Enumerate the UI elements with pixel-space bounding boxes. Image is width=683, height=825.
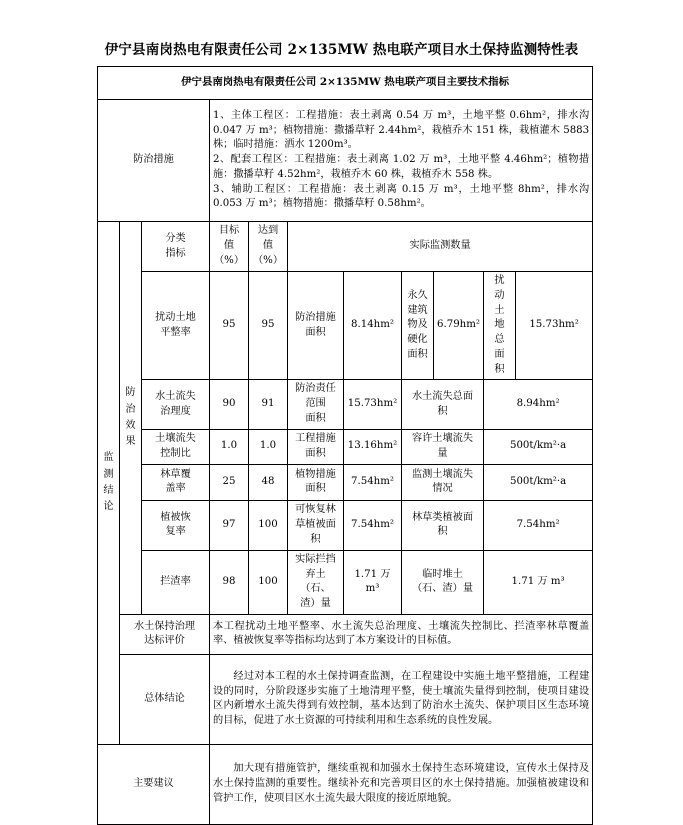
target-value: 97 [210, 500, 249, 550]
target-value: 90 [210, 380, 249, 429]
indicator-name: 扰动土地 平整率 [142, 272, 210, 380]
target-value: 25 [210, 464, 249, 500]
actual-header: 实际监测数量 [288, 222, 593, 272]
achieved-value: 48 [249, 464, 288, 500]
metric-value: 7.54hm² [344, 464, 402, 500]
metric-value: 13.16hm² [344, 429, 402, 464]
monitoring-conclusion-label: 监 测 结 论 [98, 222, 120, 745]
prevention-effect-label: 防 治 效 果 [120, 222, 142, 615]
metric-label: 防治责任 范围 面积 [288, 380, 344, 429]
metric-label: 水土流失总面 积 [402, 380, 484, 429]
document-title: 伊宁县南岗热电有限责任公司 2×135MW 热电联产项目水土保持监测特性表 [104, 42, 579, 58]
table-title: 伊宁县南岗热电有限责任公司 2×135MW 热电联产项目主要技术指标 [98, 67, 593, 100]
metric-label: 林草类植被面 积 [402, 500, 484, 550]
table-row [98, 272, 593, 380]
evaluation-label: 水土保持治理 达标评价 [120, 614, 210, 654]
metric-label: 扰 动 土 地 总 面 积 [484, 272, 516, 380]
metric-label: 实际拦挡 弃土（石、 渣）量 [288, 550, 344, 614]
metric-label: 容许土壤流失 量 [402, 429, 484, 464]
achieved-value: 95 [249, 272, 288, 380]
conclusion-text: 经过对本工程的水土保持调查监测，在工程建设中实施土地平整措施，工程建设的同时，分阶段逐步实施了土地清理平整，使土壤流失量得到控制，使项目建设区内新增水土流失得到有效控制，基本达到了防治水土流失、保护项目区生态环境的目标，促进了水土资源的可持续利用和生态系统的良性发展。 [210, 654, 593, 744]
metric-value: 500t/km²·a [484, 464, 593, 500]
suggestions-text: 加大现有措施管护，继续重视和加强水土保持生态环境建设，宣传水土保持及水土保持监测的重要性。继续补充和完善项目区的水土保持措施。加强植被建设和管护工作，使项目区水土流失最大限度的接近原地貌。 [210, 744, 593, 824]
achieved-value: 100 [249, 550, 288, 614]
metric-label: 监测土壤流失 情况 [402, 464, 484, 500]
evaluation-text: 本工程扰动土地平整率、水土流失总治理度、土壤流失控制比、拦渣率林草覆盖率、植被恢复率等指标均达到了本方案设计的目标值。 [210, 614, 593, 654]
metric-value: 500t/km²·a [484, 429, 593, 464]
measures-text: 1、主体工程区：工程措施：表土剥离 0.54 万 m³，土地平整 0.6hm²，排水沟 0.047 万 m³；植物措施：撒播草籽 2.44hm²，栽植乔木 151 株，栽植灌木 5883 株；临时措施：洒水 1200m³。 2、配套工程区：工程措施：表土剥离 1.02 万 m³，土地平整 4.46hm²；植物措施：撒播草籽 4.52hm²，栽植乔木 60 株，栽植乔木 558 株。 3、辅助工程区：工程措施：表土剥离 0.15 万 m³，土地平整 8hm²，排水沟 0.053 万 m³；植物措施：撒播草籽 0.58hm²。 [210, 100, 593, 222]
achieved-header: 达到 值 （%） [249, 222, 288, 272]
achieved-value: 91 [249, 380, 288, 429]
table-row [98, 464, 593, 500]
table-row [98, 429, 593, 464]
category-header: 分类 指标 [142, 222, 210, 272]
achieved-value: 100 [249, 500, 288, 550]
metric-label: 可恢复林 草植被面 积 [288, 500, 344, 550]
conclusion-label: 总体结论 [120, 654, 210, 744]
indicator-name: 植被恢 复率 [142, 500, 210, 550]
indicator-name: 林草覆 盖率 [142, 464, 210, 500]
metric-value: 15.73hm² [344, 380, 402, 429]
metric-value: 15.73hm² [516, 272, 593, 380]
metric-value: 8.94hm² [484, 380, 593, 429]
target-value: 1.0 [210, 429, 249, 464]
metric-label: 植物措施 面积 [288, 464, 344, 500]
measures-label: 防治措施 [98, 100, 210, 222]
indicator-name: 水土流失 治理度 [142, 380, 210, 429]
metric-value: 7.54hm² [344, 500, 402, 550]
metric-value: 1.71 万 m³ [484, 550, 593, 614]
target-value: 98 [210, 550, 249, 614]
metric-value: 8.14hm² [344, 272, 402, 380]
metric-value: 1.71 万 m³ [344, 550, 402, 614]
indicator-name: 拦渣率 [142, 550, 210, 614]
metric-label: 临时堆土 （石、渣）量 [402, 550, 484, 614]
metric-value: 7.54hm² [484, 500, 593, 550]
target-value: 95 [210, 272, 249, 380]
metric-label: 工程措施 面积 [288, 429, 344, 464]
table-row [98, 380, 593, 429]
target-header: 目标 值 （%） [210, 222, 249, 272]
indicator-name: 土壤流失 控制比 [142, 429, 210, 464]
metric-label: 防治措施 面积 [288, 272, 344, 380]
achieved-value: 1.0 [249, 429, 288, 464]
metric-label: 永久 建筑 物及 硬化 面积 [402, 272, 434, 380]
indicator-table [97, 66, 593, 825]
table-row [98, 550, 593, 614]
suggestions-label: 主要建议 [98, 744, 210, 824]
table-row [98, 500, 593, 550]
metric-value: 6.79hm² [434, 272, 484, 380]
